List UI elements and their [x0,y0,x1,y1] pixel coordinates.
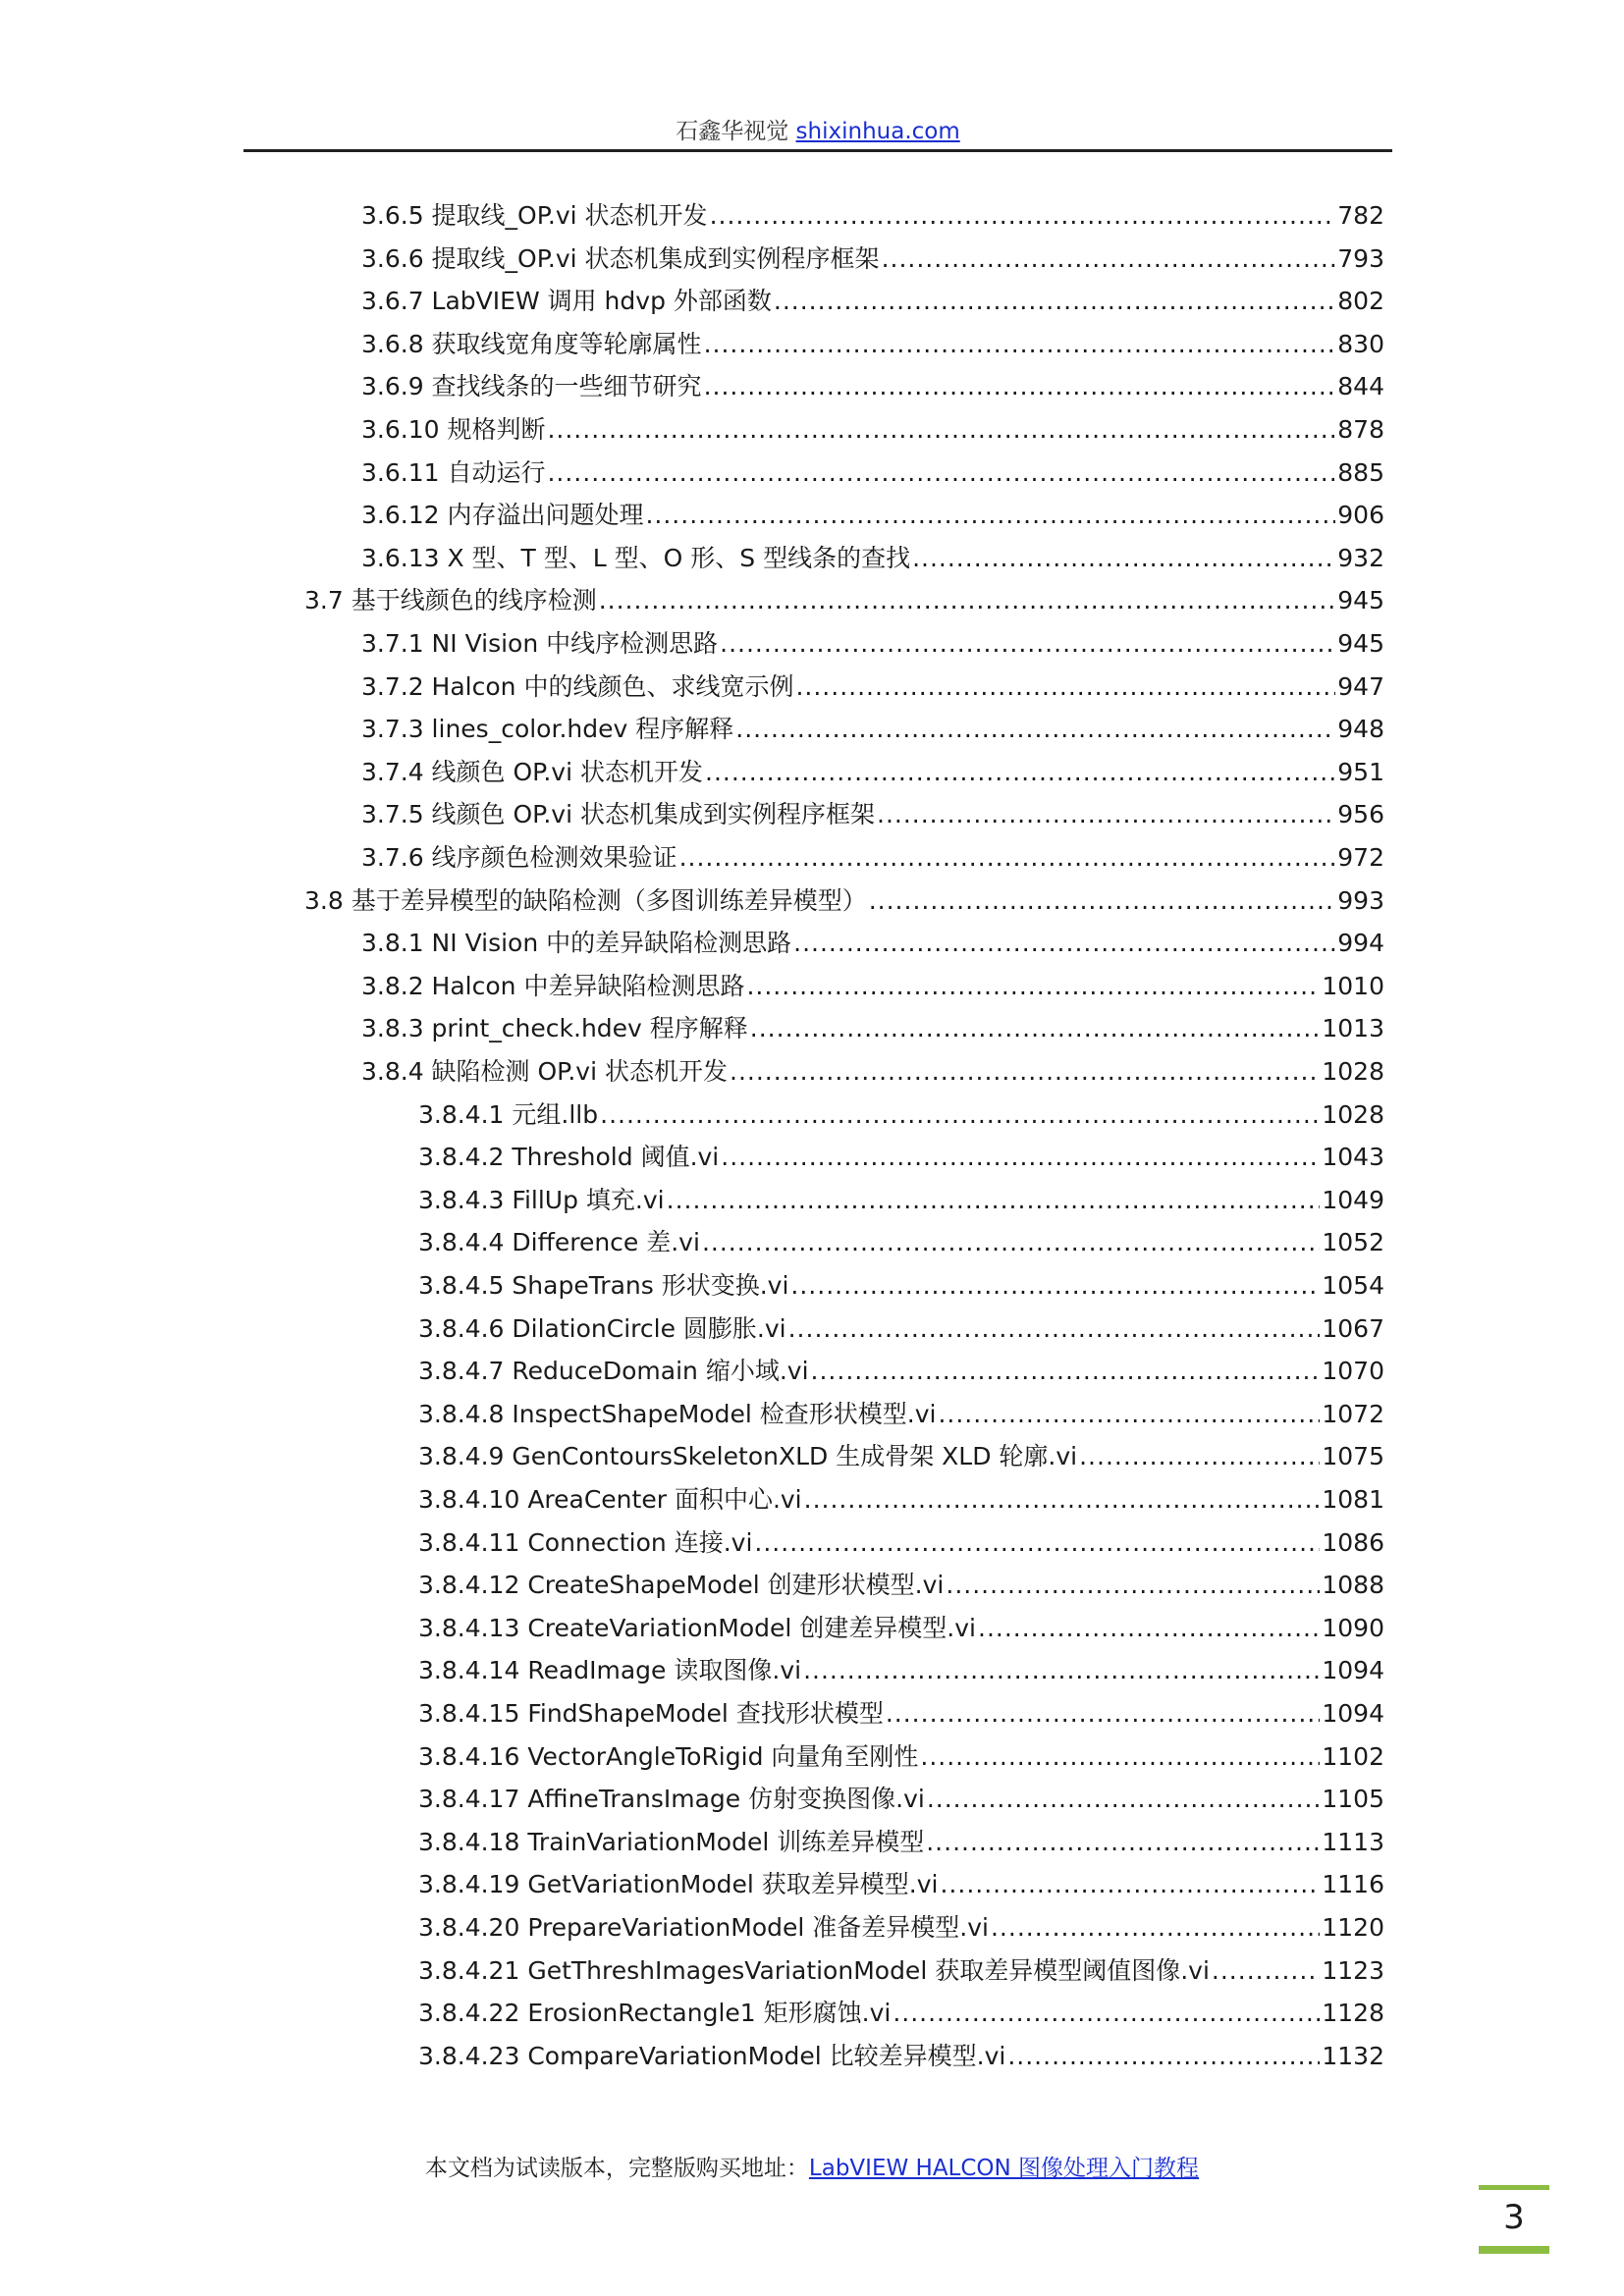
toc-entry[interactable] [361,196,1384,236]
toc-leader-dots [705,753,1335,792]
toc-entry[interactable] [418,1780,1384,1819]
toc-entry-page: 802 [1337,287,1384,316]
toc-entry[interactable] [361,924,1384,963]
toc-entry-title: 3.6.11 自动运行 [361,457,546,487]
toc-entry-title: 3.6.13 X 型、T 型、L 型、O 形、S 型线条的查找 [361,543,911,572]
toc-entry[interactable] [418,1437,1384,1476]
toc-entry-page: 932 [1337,543,1384,572]
toc-leader-dots [886,1694,1321,1734]
toc-leader-dots [1007,2037,1320,2076]
toc-entry-page: 1094 [1322,1656,1384,1685]
toc-entry[interactable] [418,1823,1384,1862]
toc-leader-dots [704,367,1336,406]
toc-leader-dots [893,1994,1320,2033]
toc-entry-title: 3.8.3 print_check.hdev 程序解释 [361,1014,748,1043]
toc-entry-title: 3.7.6 线序颜色检测效果验证 [361,843,677,872]
toc-entry[interactable] [361,667,1384,707]
toc-entry[interactable] [418,1651,1384,1690]
toc-leader-dots [946,1566,1320,1605]
toc-entry-title: 3.8.4 缺陷检测 OP.vi 状态机开发 [361,1057,728,1086]
toc-entry-title: 3.8.4.19 GetVariationModel 获取差异模型.vi [418,1870,939,1899]
toc-entry-page: 1086 [1322,1527,1384,1557]
toc-entry[interactable] [418,1352,1384,1391]
toc-entry[interactable] [418,1523,1384,1563]
toc-entry-page: 1028 [1322,1057,1384,1086]
toc-leader-dots [730,1052,1320,1092]
toc-entry-title: 3.8.4.11 Connection 连接.vi [418,1527,753,1557]
toc-entry[interactable] [418,1309,1384,1349]
toc-leader-dots [803,1651,1320,1690]
toc-entry[interactable] [418,1566,1384,1605]
toc-entry[interactable] [361,967,1384,1006]
toc-entry-title: 3.6.8 获取线宽角度等轮廓属性 [361,329,702,358]
toc-entry-title: 3.8.4.16 VectorAngleToRigid 向量角至刚性 [418,1741,919,1771]
toc-entry[interactable] [418,1395,1384,1434]
toc-entry-page: 906 [1337,501,1384,530]
toc-entry[interactable] [418,1908,1384,1948]
toc-entry-title: 3.8.2 Halcon 中差异缺陷检测思路 [361,971,745,1000]
toc-entry-page: 1123 [1322,1955,1384,1985]
toc-entry-title: 3.7.3 lines_color.hdev 程序解释 [361,715,734,744]
toc-entry[interactable] [361,496,1384,535]
toc-entry[interactable] [361,624,1384,664]
toc-entry[interactable] [418,1694,1384,1734]
toc-entry[interactable] [418,1951,1384,1991]
toc-entry[interactable] [361,325,1384,364]
toc-entry[interactable] [361,1052,1384,1092]
toc-entry[interactable] [418,1865,1384,1904]
toc-entry-page: 1075 [1322,1442,1384,1471]
toc-entry-page: 1054 [1322,1271,1384,1300]
toc-entry[interactable] [361,454,1384,493]
toc-leader-dots [600,1095,1320,1135]
toc-entry[interactable] [304,881,1384,921]
toc-entry-title: 3.8.4.13 CreateVariationModel 创建差异模型.vi [418,1613,976,1642]
toc-entry-title: 3.6.6 提取线_OP.vi 状态机集成到实例程序框架 [361,243,880,273]
toc-entry-title: 3.7.2 Halcon 中的线颜色、求线宽示例 [361,671,794,701]
toc-entry-page: 878 [1337,415,1384,444]
toc-entry-title: 3.7.1 NI Vision 中线序检测思路 [361,629,719,658]
toc-entry-page: 1094 [1322,1699,1384,1728]
toc-entry-title: 3.8.4.2 Threshold 阈值.vi [418,1143,720,1172]
toc-entry-title: 3.7.4 线颜色 OP.vi 状态机开发 [361,757,703,786]
toc-entry-page: 1049 [1322,1185,1384,1214]
toc-entry-title: 3.6.7 LabVIEW 调用 hdvp 外部函数 [361,287,772,316]
toc-leader-dots [811,1352,1321,1391]
toc-entry-title: 3.8.4.9 GenContoursSkeletonXLD 生成骨架 XLD 轮廓.vi [418,1442,1078,1471]
toc-entry-page: 951 [1337,757,1384,786]
toc-leader-dots [793,924,1335,963]
toc-entry[interactable] [418,1737,1384,1777]
toc-entry[interactable] [361,1009,1384,1048]
toc-entry[interactable] [361,282,1384,321]
header-rule [244,149,1392,152]
page-number-bottom-bar [1479,2246,1549,2254]
toc-entry-page: 1128 [1322,1999,1384,2028]
toc-leader-dots [938,1395,1320,1434]
toc-leader-dots [645,496,1335,535]
toc-entry-page: 885 [1337,457,1384,487]
toc-entry-title: 3.8.4.1 元组.llb [418,1099,599,1129]
toc-entry-title: 3.6.12 内存溢出问题处理 [361,501,644,530]
toc-leader-dots [547,454,1335,493]
toc-entry-title: 3.8.4.6 DilationCircle 圆膨胀.vi [418,1313,786,1343]
toc-entry-title: 3.8.4.12 CreateShapeModel 创建形状模型.vi [418,1571,945,1600]
toc-leader-dots [912,539,1335,578]
toc-leader-dots [790,1266,1320,1306]
toc-entry[interactable] [418,1609,1384,1648]
toc-entry-page: 1028 [1322,1099,1384,1129]
header-site-link[interactable]: shixinhua.com [795,119,960,144]
toc-entry-page: 948 [1337,715,1384,744]
toc-entry-title: 3.8.4.15 FindShapeModel 查找形状模型 [418,1699,884,1728]
toc-entry-title: 3.7 基于线颜色的线序检测 [304,586,597,615]
toc-leader-dots [547,410,1335,450]
footer-purchase-link[interactable]: LabVIEW HALCON 图像处理入门教程 [808,2156,1200,2181]
page-footer [295,2150,1329,2182]
toc-entry-title: 3.8.4.10 AreaCenter 面积中心.vi [418,1485,802,1514]
toc-entry-page: 1081 [1322,1485,1384,1514]
toc-entry-title: 3.8.4.21 GetThreshImagesVariationModel 获取差异模型阈值图像.vi [418,1955,1210,1985]
toc-leader-dots [746,967,1320,1006]
page-number: 3 [1503,2198,1525,2237]
toc-entry-page: 1013 [1322,1014,1384,1043]
toc-entry-title: 3.6.9 查找线条的一些细节研究 [361,372,702,401]
toc-entry-page: 1088 [1322,1571,1384,1600]
toc-entry[interactable] [418,1994,1384,2033]
toc-leader-dots [750,1009,1321,1048]
toc-entry-page: 1072 [1322,1399,1384,1428]
toc-entry-title: 3.8.4.17 AffineTransImage 仿射变换图像.vi [418,1785,925,1814]
toc-leader-dots [926,1823,1320,1862]
toc-leader-dots [720,624,1335,664]
toc-entry[interactable] [361,367,1384,406]
toc-entry-page: 782 [1337,201,1384,230]
toc-leader-dots [804,1480,1321,1520]
toc-entry-page: 1052 [1322,1228,1384,1257]
toc-leader-dots [599,581,1336,620]
toc-entry[interactable] [361,240,1384,279]
toc-entry-title: 3.8.1 NI Vision 中的差异缺陷检测思路 [361,929,792,958]
toc-entry-page: 947 [1337,671,1384,701]
toc-entry-title: 3.8.4.8 InspectShapeModel 检查形状模型.vi [418,1399,937,1428]
toc-leader-dots [721,1138,1320,1177]
toc-entry[interactable] [361,838,1384,878]
toc-entry-page: 793 [1337,243,1384,273]
toc-leader-dots [927,1780,1321,1819]
toc-entry-page: 993 [1337,885,1384,915]
toc-entry-title: 3.8 基于差异模型的缺陷检测（多图训练差异模型） [304,885,867,915]
toc-leader-dots [667,1181,1321,1220]
toc-entry-title: 3.7.5 线颜色 OP.vi 状态机集成到实例程序框架 [361,800,875,829]
toc-entry-page: 1043 [1322,1143,1384,1172]
toc-entry[interactable] [418,1266,1384,1306]
toc-entry-page: 1102 [1322,1741,1384,1771]
toc-leader-dots [754,1523,1320,1563]
toc-leader-dots [788,1309,1321,1349]
page-number-top-bar [1479,2185,1549,2190]
toc-leader-dots [882,240,1336,279]
toc-entry[interactable] [418,1181,1384,1220]
toc-leader-dots [702,1223,1320,1262]
toc-entry[interactable] [418,1138,1384,1177]
toc-entry[interactable] [418,1480,1384,1520]
toc-entry-title: 3.8.4.20 PrepareVariationModel 准备差异模型.vi [418,1913,989,1942]
toc-entry-title: 3.6.5 提取线_OP.vi 状态机开发 [361,201,708,230]
toc-leader-dots [920,1737,1320,1777]
toc-entry-page: 830 [1337,329,1384,358]
page-header [244,114,1392,149]
toc-leader-dots [774,282,1335,321]
toc-entry[interactable] [361,795,1384,834]
toc-entry-title: 3.8.4.23 CompareVariationModel 比较差异模型.vi [418,2041,1006,2070]
toc-entry-title: 3.8.4.7 ReduceDomain 缩小域.vi [418,1357,809,1386]
toc-entry-title: 3.6.10 规格判断 [361,415,546,444]
toc-entry-page: 1120 [1322,1913,1384,1942]
toc-entry[interactable] [361,410,1384,450]
toc-entry[interactable] [304,581,1384,620]
toc-leader-dots [877,795,1335,834]
toc-leader-dots [795,667,1335,707]
toc-entry-title: 3.8.4.18 TrainVariationModel 训练差异模型 [418,1827,925,1856]
toc-leader-dots [704,325,1336,364]
toc-leader-dots [1079,1437,1320,1476]
toc-entry-title: 3.8.4.22 ErosionRectangle1 矩形腐蚀.vi [418,1999,892,2028]
toc-entry-page: 1116 [1322,1870,1384,1899]
toc-entry-title: 3.8.4.5 ShapeTrans 形状变换.vi [418,1271,789,1300]
toc-entry[interactable] [418,1223,1384,1262]
toc-entry-page: 972 [1337,843,1384,872]
toc-entry-page: 945 [1337,629,1384,658]
header-brand: 石鑫华视觉 [676,119,789,144]
toc-entry-title: 3.8.4.3 FillUp 填充.vi [418,1185,665,1214]
toc-entry-title: 3.8.4.4 Difference 差.vi [418,1228,700,1257]
toc-entry-page: 1132 [1322,2041,1384,2070]
toc-entry-page: 1010 [1322,971,1384,1000]
toc-leader-dots [869,881,1336,921]
toc-entry-page: 945 [1337,586,1384,615]
toc-entry-page: 1070 [1322,1357,1384,1386]
toc-entry-page: 1105 [1322,1785,1384,1814]
toc-entry-page: 1113 [1322,1827,1384,1856]
toc-entry[interactable] [418,1095,1384,1135]
toc-leader-dots [978,1609,1320,1648]
toc-entry[interactable] [361,753,1384,792]
toc-entry-title: 3.8.4.14 ReadImage 读取图像.vi [418,1656,802,1685]
toc-leader-dots [1212,1951,1320,1991]
toc-leader-dots [710,196,1336,236]
toc-entry[interactable] [361,539,1384,578]
toc-entry-page: 1090 [1322,1613,1384,1642]
toc-entry[interactable] [418,2037,1384,2076]
toc-entry[interactable] [361,710,1384,749]
toc-leader-dots [991,1908,1320,1948]
toc-leader-dots [940,1865,1320,1904]
toc-leader-dots [679,838,1336,878]
toc-entry-page: 994 [1337,929,1384,958]
toc-entry-page: 844 [1337,372,1384,401]
footer-text: 本文档为试读版本，完整版购买地址： [424,2156,809,2181]
toc-leader-dots [735,710,1335,749]
toc-entry-page: 956 [1337,800,1384,829]
toc-entry-page: 1067 [1322,1313,1384,1343]
